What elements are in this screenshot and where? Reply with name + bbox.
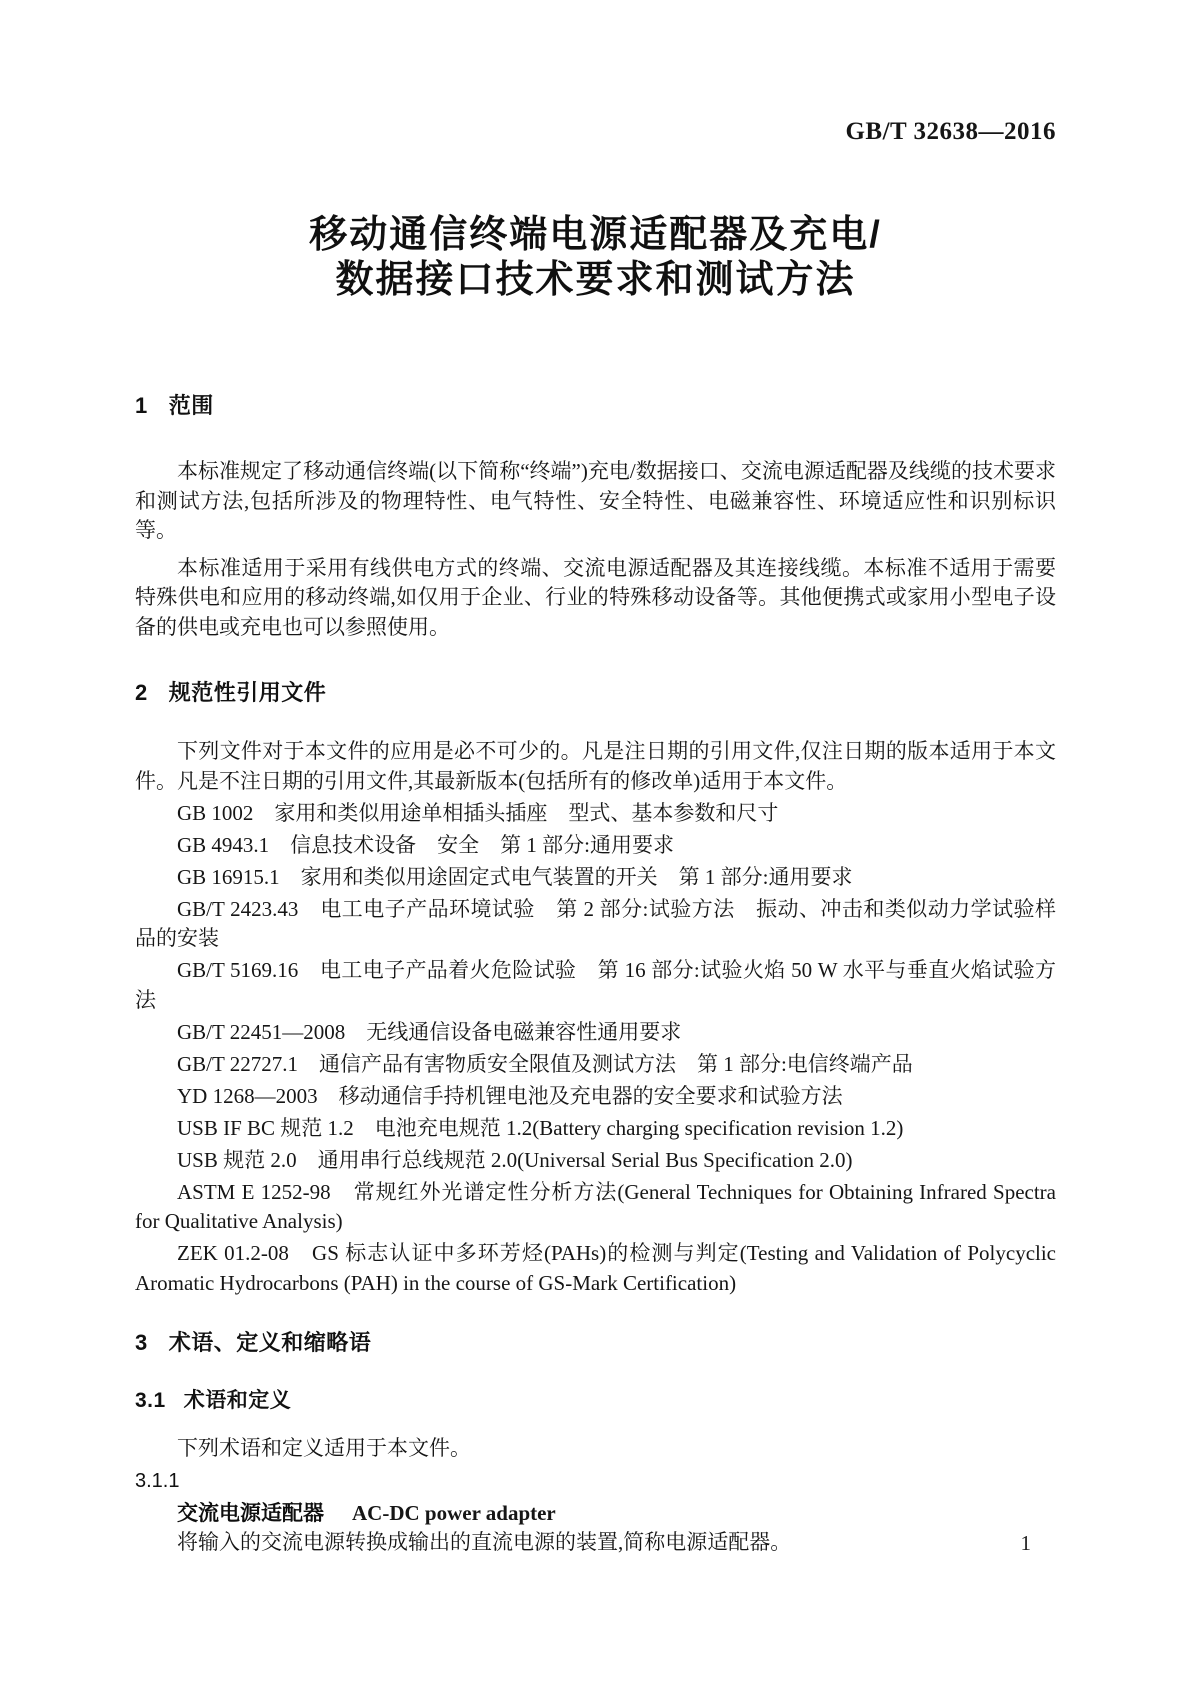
section-3-number: 3 xyxy=(135,1330,148,1355)
title-line-2: 数据接口技术要求和测试方法 xyxy=(335,259,856,301)
reference-item: GB 1002 家用和类似用途单相插头插座 型式、基本参数和尺寸 xyxy=(177,800,779,825)
terms-intro-paragraph: 下列术语和定义适用于本文件。 xyxy=(177,1436,471,1460)
section-3-1-title: 术语和定义 xyxy=(183,1389,292,1412)
reference-item: USB 规范 2.0 通用串行总线规范 2.0(Universal Serial Bus Specification 2.0) xyxy=(177,1147,853,1172)
section-3-title: 术语、定义和缩略语 xyxy=(168,1330,372,1355)
document-body xyxy=(135,391,1056,1558)
clause-3-1-1-number: 3.1.1 xyxy=(135,1469,180,1492)
section-1-number: 1 xyxy=(135,393,148,418)
reference-item: YD 1268—2003 移动通信手持机锂电池及充电器的安全要求和试验方法 xyxy=(177,1083,843,1108)
section-3-1-number: 3.1 xyxy=(135,1389,166,1412)
scope-paragraph-1: 本标准规定了移动通信终端(以下简称“终端”)充电/数据接口、交流电源适配器及线缆的技术要求和测试方法,包括所涉及的物理特性、电气特性、安全特性、电磁兼容性、环境适应性和识别标识等。 xyxy=(135,459,1056,542)
section-2-heading xyxy=(135,678,1056,708)
section-1-heading xyxy=(135,391,1056,421)
section-2-number: 2 xyxy=(135,680,148,705)
document-title xyxy=(0,213,1191,303)
reference-item: ASTM E 1252-98 常规红外光谱定性分析方法(General Techniques for Obtaining Infrared Spectra for Qualitative Analysis) xyxy=(135,1179,1056,1233)
scope-paragraph-2: 本标准适用于采用有线供电方式的终端、交流电源适配器及其连接线缆。本标准不适用于需要特殊供电和应用的移动终端,如仅用于企业、行业的特殊移动设备等。其他便携式或家用小型电子设备的供电或充电也可以参照使用。 xyxy=(135,555,1056,639)
term-definition: 将输入的交流电源转换成输出的直流电源的装置,简称电源适配器。 xyxy=(177,1530,792,1554)
reference-item: ZEK 01.2-08 GS 标志认证中多环芳烃(PAHs)的检测与判定(Testing and Validation of Polycyclic Aromatic Hydrocarbons (PAH) in the course of GS-Mark Certification) xyxy=(135,1241,1056,1295)
reference-item: GB 16915.1 家用和类似用途固定式电气装置的开关 第 1 部分:通用要求 xyxy=(177,864,853,889)
page-number: 1 xyxy=(1020,1531,1031,1555)
term-english: AC-DC power adapter xyxy=(352,1500,556,1525)
reference-item: USB IF BC 规范 1.2 电池充电规范 1.2(Battery charging specification revision 1.2) xyxy=(177,1115,904,1140)
section-3-1-heading xyxy=(135,1387,1056,1415)
title-line-1: 移动通信终端电源适配器及充电/ xyxy=(309,214,882,256)
reference-item: GB/T 22727.1 通信产品有害物质安全限值及测试方法 第 1 部分:电信终端产品 xyxy=(177,1051,913,1076)
section-1-title: 范围 xyxy=(168,393,214,418)
section-2-title: 规范性引用文件 xyxy=(168,680,327,705)
reference-item: GB/T 2423.43 电工电子产品环境试验 第 2 部分:试验方法 振动、冲击和类似动力学试验样品的安装 xyxy=(135,896,1056,950)
term-entry xyxy=(135,1499,1056,1529)
reference-item: GB 4943.1 信息技术设备 安全 第 1 部分:通用要求 xyxy=(177,832,675,857)
reference-item: GB/T 5169.16 电工电子产品着火危险试验 第 16 部分:试验火焰 50 W 水平与垂直火焰试验方法 xyxy=(135,958,1056,1012)
term-chinese: 交流电源适配器 xyxy=(177,1501,324,1525)
reference-item: GB/T 22451—2008 无线通信设备电磁兼容性通用要求 xyxy=(177,1019,682,1044)
standard-code: GB/T 32638—2016 xyxy=(845,118,1056,145)
section-3-heading xyxy=(135,1328,1056,1358)
references-intro-paragraph: 下列文件对于本文件的应用是必不可少的。凡是注日期的引用文件,仅注日期的版本适用于本文件。凡是不注日期的引用文件,其最新版本(包括所有的修改单)适用于本文件。 xyxy=(135,739,1056,793)
